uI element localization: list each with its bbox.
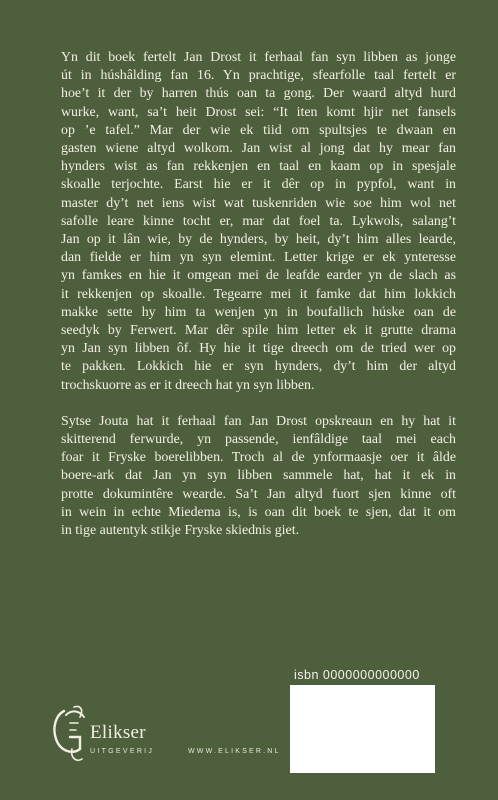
blurb-line: makke sette hy him ta wenjen yn in boufallich húske oan de <box>61 304 456 320</box>
isbn-label: isbn 0000000000000 <box>294 668 420 682</box>
blurb-text <box>61 49 456 558</box>
publisher-name: Elikser <box>90 722 146 743</box>
blurb-line: op ’e tafel.” Mar der wie ek tiid om spultsjes te dwaan en <box>61 122 456 138</box>
publisher-subtitle: UITGEVERIJ <box>90 748 155 755</box>
blurb-line: protte dokumintêre wearde. Sa’t Jan altyd fuort sjen kinne oft <box>61 486 456 502</box>
blurb-line: skitterend ferwurde, yn passende, ienfâldige taal mei each <box>61 432 456 448</box>
barcode-box <box>290 685 435 773</box>
blurb-line: gasten wiene altyd wolkom. Jan wist al jong dat hy mear fan <box>61 141 456 157</box>
blurb-line: skoalle terjochte. Earst hie er it dêr op in pypfol, want in <box>61 177 456 193</box>
blurb-line: boere-ark dat Jan yn syn libben sammele hat, hat it ek in <box>61 468 456 484</box>
blurb-line: yn Jan syn libben ôf. Hy hie it tige dreech om de tried wer op <box>61 341 456 357</box>
blurb-line: te pakken. Lokkich hie er syn hynders, dy’t him der altyd <box>61 359 456 375</box>
blurb-paragraph-1 <box>61 49 456 395</box>
blurb-line: in wein in echte Miedema is, is oan dit boek te sjen, dat it om <box>61 504 456 520</box>
blurb-line: trochskuorre as er it dreech hat yn syn libben. <box>61 377 315 393</box>
blurb-line: foar it Fryske boerelibben. Troch al de ynformaasje oer it âlde <box>61 450 456 466</box>
blurb-line: seedyk by Ferwert. Mar dêr spile him letter ek it grutte drama <box>61 323 456 339</box>
blurb-line: it rekkenjen op skoalle. Tegearre mei it famke dat him lokkich <box>61 286 456 302</box>
blurb-line: út in húshâlding fan 16. Yn prachtige, sfearfolle taal fertelt er <box>61 68 456 84</box>
blurb-line: Yn dit boek fertelt Jan Drost it ferhaal fan syn libben as jonge <box>61 50 456 65</box>
blurb-line: Jan op it lân wie, by de hynders, by heit, dy’t him alles learde, <box>61 232 456 248</box>
publisher-website-link[interactable]: WWW.ELIKSER.NL <box>188 748 281 755</box>
blurb-line: in tige autentyk stikje Fryske skiednis giet. <box>61 523 300 539</box>
blurb-line: dan fielde er him yn syn elemint. Letter krige er ek ynteresse <box>61 250 456 266</box>
blurb-line: yn famkes en hie it omgean mei de leafde earder yn de slach as <box>61 268 456 284</box>
blurb-line: master dy’t net iens wist wat tuskenriden wie soe him wol net <box>61 195 456 211</box>
blurb-line: Sytse Jouta hat it ferhaal fan Jan Drost opskreaun en hy hat it <box>61 413 456 429</box>
blurb-line: hynders wist as fan rekkenjen en taal en kaam op in spesjale <box>61 159 456 175</box>
blurb-paragraph-2 <box>61 413 456 540</box>
blurb-line: safolle leare kinne tocht er, mar dat foel ta. Lykwols, salang’t <box>61 213 456 229</box>
blurb-line: hoe’t it der by harren thús oan ta gong. Der waard altyd hurd <box>61 86 456 102</box>
blurb-line: wurke, want, sa’t heit Drost sei: “It iten komt hjir net fansels <box>61 104 456 120</box>
